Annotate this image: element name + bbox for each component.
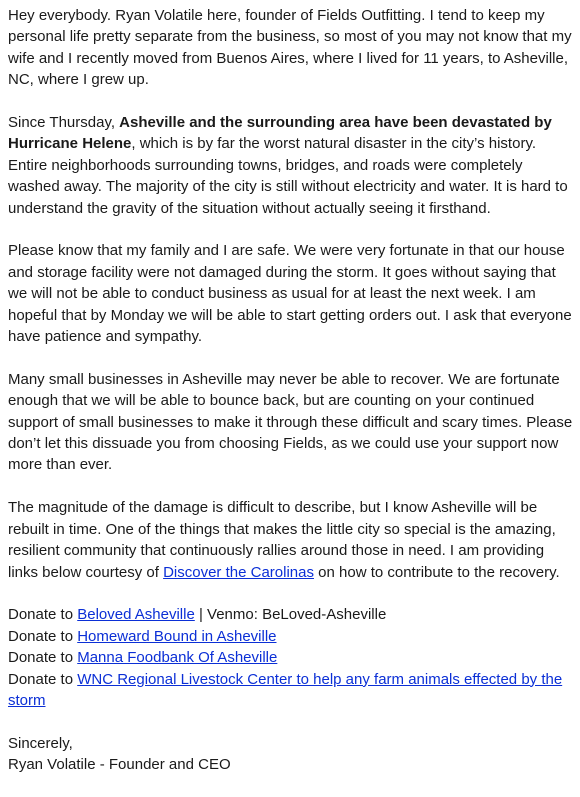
donation-prefix: Donate to	[8, 627, 78, 645]
donation-prefix: Donate to	[8, 649, 78, 667]
magnitude-paragraph	[8, 497, 574, 583]
donation-prefix: Donate to	[8, 606, 78, 624]
donation-item	[8, 604, 574, 625]
manna-foodbank-link[interactable]: Manna Foodbank Of Asheville	[77, 649, 278, 667]
signature-block	[8, 733, 574, 776]
letter-body	[8, 5, 574, 797]
donation-list	[8, 604, 574, 711]
small-business-paragraph: Many small businesses in Asheville may never be able to recover. We are fortunate enough that we will be able to bounce back, but are counting on your continued support of small businesses to make it through these difficult and scary times. Please don’t let this dissuade you from choosing Fields, as we could use your support now more than ever.	[8, 370, 573, 474]
situation-bold-text: Asheville and the surrounding area have been devastated by Hurricane Helene	[8, 114, 552, 153]
situation-lead: Since Thursday,	[8, 114, 120, 132]
donation-prefix: Donate to	[8, 670, 78, 688]
signature-name: Ryan Volatile - Founder and CEO	[8, 756, 231, 774]
discover-carolinas-link[interactable]: Discover the Carolinas	[163, 563, 314, 581]
intro-paragraph: Hey everybody. Ryan Volatile here, founder of Fields Outfitting. I tend to keep my personal life pretty separate from the business, so most of you may not know that my wife and I recently moved from Buenos Aires, where I lived for 11 years, to Asheville, NC, where I grew up.	[8, 7, 572, 89]
homeward-bound-link[interactable]: Homeward Bound in Asheville	[77, 627, 277, 645]
beloved-asheville-link[interactable]: Beloved Asheville	[77, 606, 195, 624]
situation-rest: , which is by far the worst natural disaster in the city’s history. Entire neighborhoods surrounding towns, bridges, and roads were completely washed away. The majority of the city is still without electricity and water. It is hard to understand the gravity of the situation without actually seeing it firsthand.	[8, 135, 568, 217]
signature-closing: Sincerely,	[8, 734, 73, 752]
magnitude-text: The magnitude of the damage is difficult to describe, but I know Asheville will be rebuilt in time. One of the things that makes the little city so special is the amazing, resilient community that continuously rallies around those in need. I am providing links below courtesy of	[8, 499, 556, 581]
wnc-livestock-link[interactable]: WNC Regional Livestock Center to help any farm animals effected by the storm	[8, 670, 563, 709]
situation-paragraph	[8, 112, 574, 219]
donation-item	[8, 669, 574, 712]
donation-item	[8, 647, 574, 668]
family-paragraph: Please know that my family and I are safe. We were very fortunate in that our house and storage facility were not damaged during the storm. It goes without saying that we will not be able to conduct business as usual for at least the next week. I am hopeful that by Monday we will be able to start getting orders out. I ask that everyone have patience and sympathy.	[8, 242, 572, 346]
magnitude-after: on how to contribute to the recovery.	[313, 563, 560, 581]
donation-suffix: | Venmo: BeLoved-Asheville	[194, 606, 387, 624]
donation-item	[8, 626, 574, 647]
